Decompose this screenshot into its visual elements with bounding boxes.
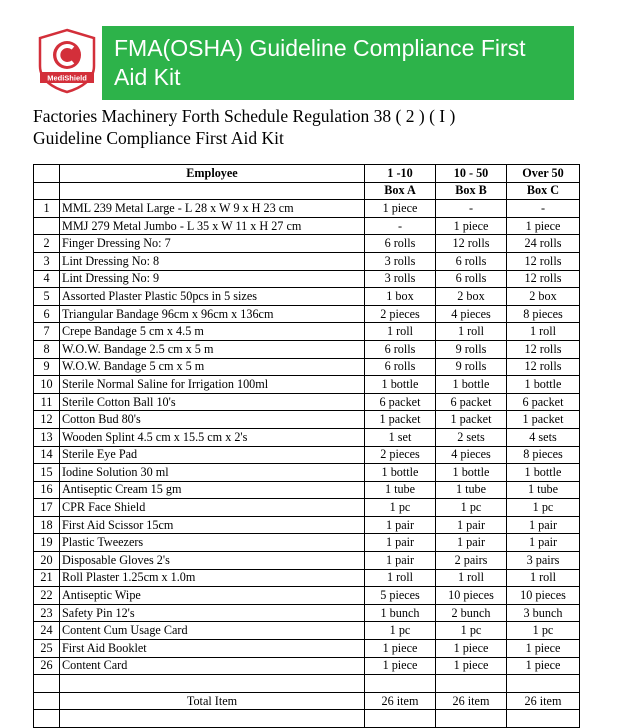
table-row bbox=[34, 323, 580, 341]
table-row bbox=[34, 446, 580, 464]
box-a-qty: 1 piece bbox=[365, 657, 436, 675]
box-a-qty: 1 pc bbox=[365, 622, 436, 640]
table-row bbox=[34, 499, 580, 517]
row-number: 22 bbox=[34, 587, 60, 605]
item-name: Sterile Eye Pad bbox=[60, 446, 365, 464]
box-a-header: Box A bbox=[365, 182, 436, 200]
item-name: Crepe Bandage 5 cm x 4.5 m bbox=[60, 323, 365, 341]
box-b-qty: 6 packet bbox=[436, 393, 507, 411]
item-name: Triangular Bandage 96cm x 96cm x 136cm bbox=[60, 305, 365, 323]
table-row bbox=[34, 217, 580, 235]
item-name: First Aid Scissor 15cm bbox=[60, 516, 365, 534]
box-b-qty: 2 box bbox=[436, 288, 507, 306]
subtitle-line-2: Guideline Compliance First Aid Kit bbox=[33, 128, 284, 148]
col-b-header: 10 - 50 bbox=[436, 165, 507, 183]
item-name: W.O.W. Bandage 5 cm x 5 m bbox=[60, 358, 365, 376]
box-b-qty: 1 pair bbox=[436, 516, 507, 534]
col-c-header: Over 50 bbox=[507, 165, 580, 183]
title-line-1: FMA(OSHA) Guideline Compliance First bbox=[114, 35, 526, 61]
box-c-qty: 1 roll bbox=[507, 323, 580, 341]
row-number: 20 bbox=[34, 552, 60, 570]
box-a-qty: 3 rolls bbox=[365, 252, 436, 270]
box-c-qty: 12 rolls bbox=[507, 252, 580, 270]
row-number: 11 bbox=[34, 393, 60, 411]
box-a-qty: 6 rolls bbox=[365, 358, 436, 376]
row-number: 1 bbox=[34, 200, 60, 218]
box-b-qty: 1 piece bbox=[436, 217, 507, 235]
row-number bbox=[34, 217, 60, 235]
row-number: 7 bbox=[34, 323, 60, 341]
box-b-qty: 1 roll bbox=[436, 569, 507, 587]
table-row bbox=[34, 552, 580, 570]
item-name: CPR Face Shield bbox=[60, 499, 365, 517]
blank-row-end bbox=[34, 710, 580, 728]
row-number: 24 bbox=[34, 622, 60, 640]
row-number: 13 bbox=[34, 428, 60, 446]
item-name: Content Card bbox=[60, 657, 365, 675]
row-number: 17 bbox=[34, 499, 60, 517]
box-b-qty: 1 pair bbox=[436, 534, 507, 552]
logo-text: MediShield bbox=[47, 73, 87, 83]
item-name: Sterile Cotton Ball 10's bbox=[60, 393, 365, 411]
box-a-qty: 1 piece bbox=[365, 200, 436, 218]
header-row-1 bbox=[34, 165, 580, 183]
box-b-qty: 10 pieces bbox=[436, 587, 507, 605]
medishield-logo bbox=[36, 28, 98, 94]
box-b-qty: 9 rolls bbox=[436, 340, 507, 358]
table-row bbox=[34, 516, 580, 534]
box-c-qty: 1 piece bbox=[507, 217, 580, 235]
table-row bbox=[34, 604, 580, 622]
table-row bbox=[34, 288, 580, 306]
item-name: MML 239 Metal Large - L 28 x W 9 x H 23 cm bbox=[60, 200, 365, 218]
row-number: 2 bbox=[34, 235, 60, 253]
box-c-qty: 3 bunch bbox=[507, 604, 580, 622]
box-c-qty: 1 pair bbox=[507, 534, 580, 552]
table-row bbox=[34, 252, 580, 270]
table-row bbox=[34, 640, 580, 658]
box-a-qty: 1 pc bbox=[365, 499, 436, 517]
box-c-qty: 1 pair bbox=[507, 516, 580, 534]
item-name: Lint Dressing No: 9 bbox=[60, 270, 365, 288]
title-banner bbox=[102, 26, 574, 100]
box-a-qty: 1 packet bbox=[365, 411, 436, 429]
box-c-qty: 1 roll bbox=[507, 569, 580, 587]
col-a-header: 1 -10 bbox=[365, 165, 436, 183]
box-c-qty: 8 pieces bbox=[507, 305, 580, 323]
table-row bbox=[34, 587, 580, 605]
box-a-qty: 6 packet bbox=[365, 393, 436, 411]
header bbox=[34, 22, 574, 100]
item-name: Assorted Plaster Plastic 50pcs in 5 sizes bbox=[60, 288, 365, 306]
box-c-qty: 1 bottle bbox=[507, 376, 580, 394]
table-row bbox=[34, 270, 580, 288]
box-a-qty: 1 pair bbox=[365, 552, 436, 570]
box-a-qty: 1 roll bbox=[365, 323, 436, 341]
table-row bbox=[34, 569, 580, 587]
row-number: 5 bbox=[34, 288, 60, 306]
box-a-qty: 1 piece bbox=[365, 640, 436, 658]
box-c-qty: 3 pairs bbox=[507, 552, 580, 570]
box-b-qty: 1 bottle bbox=[436, 376, 507, 394]
row-number: 8 bbox=[34, 340, 60, 358]
item-name: Sterile Normal Saline for Irrigation 100ml bbox=[60, 376, 365, 394]
subtitle-line-1: Factories Machinery Forth Schedule Regulation 38 ( 2 ) ( I ) bbox=[33, 106, 456, 126]
title-line-2: Aid Kit bbox=[114, 64, 181, 90]
box-b-qty: 12 rolls bbox=[436, 235, 507, 253]
row-number: 19 bbox=[34, 534, 60, 552]
box-c-qty: 1 bottle bbox=[507, 464, 580, 482]
item-name: W.O.W. Bandage 2.5 cm x 5 m bbox=[60, 340, 365, 358]
table-row bbox=[34, 428, 580, 446]
item-name: Content Cum Usage Card bbox=[60, 622, 365, 640]
box-b-qty: 1 pc bbox=[436, 622, 507, 640]
box-c-qty: 1 pc bbox=[507, 622, 580, 640]
box-b-header: Box B bbox=[436, 182, 507, 200]
box-a-qty: 1 bottle bbox=[365, 376, 436, 394]
item-name: Wooden Splint 4.5 cm x 15.5 cm x 2's bbox=[60, 428, 365, 446]
box-b-qty: - bbox=[436, 200, 507, 218]
total-b: 26 item bbox=[436, 692, 507, 710]
row-number: 12 bbox=[34, 411, 60, 429]
box-b-qty: 6 rolls bbox=[436, 252, 507, 270]
table-row bbox=[34, 200, 580, 218]
box-b-qty: 1 piece bbox=[436, 657, 507, 675]
table-row bbox=[34, 657, 580, 675]
employee-header: Employee bbox=[60, 165, 365, 183]
box-a-qty: 1 pair bbox=[365, 534, 436, 552]
row-number: 15 bbox=[34, 464, 60, 482]
box-b-qty: 9 rolls bbox=[436, 358, 507, 376]
table-row bbox=[34, 305, 580, 323]
row-number: 25 bbox=[34, 640, 60, 658]
item-name: Safety Pin 12's bbox=[60, 604, 365, 622]
table-row bbox=[34, 411, 580, 429]
box-a-qty: 6 rolls bbox=[365, 235, 436, 253]
box-a-qty: 2 pieces bbox=[365, 305, 436, 323]
box-c-qty: 1 packet bbox=[507, 411, 580, 429]
box-b-qty: 2 sets bbox=[436, 428, 507, 446]
table-row bbox=[34, 481, 580, 499]
box-a-qty: 1 bottle bbox=[365, 464, 436, 482]
box-c-qty: 8 pieces bbox=[507, 446, 580, 464]
box-c-qty: 1 pc bbox=[507, 499, 580, 517]
row-number: 14 bbox=[34, 446, 60, 464]
box-c-qty: 2 box bbox=[507, 288, 580, 306]
item-name: Lint Dressing No: 8 bbox=[60, 252, 365, 270]
item-name: Cotton Bud 80's bbox=[60, 411, 365, 429]
row-number: 18 bbox=[34, 516, 60, 534]
table-row bbox=[34, 235, 580, 253]
blank-row bbox=[34, 675, 580, 693]
box-b-qty: 2 bunch bbox=[436, 604, 507, 622]
box-a-qty: 1 bunch bbox=[365, 604, 436, 622]
box-c-qty: 12 rolls bbox=[507, 358, 580, 376]
box-b-qty: 6 rolls bbox=[436, 270, 507, 288]
box-a-qty: 1 tube bbox=[365, 481, 436, 499]
header-row-2 bbox=[34, 182, 580, 200]
box-b-qty: 1 bottle bbox=[436, 464, 507, 482]
item-name: First Aid Booklet bbox=[60, 640, 365, 658]
row-number: 4 bbox=[34, 270, 60, 288]
item-name: Iodine Solution 30 ml bbox=[60, 464, 365, 482]
table-row bbox=[34, 376, 580, 394]
table-row bbox=[34, 393, 580, 411]
box-a-qty: 1 pair bbox=[365, 516, 436, 534]
box-b-qty: 1 tube bbox=[436, 481, 507, 499]
row-number: 23 bbox=[34, 604, 60, 622]
table-row bbox=[34, 340, 580, 358]
table-row bbox=[34, 534, 580, 552]
box-c-qty: 12 rolls bbox=[507, 340, 580, 358]
total-row bbox=[34, 692, 580, 710]
table-row bbox=[34, 358, 580, 376]
item-name: Plastic Tweezers bbox=[60, 534, 365, 552]
box-a-qty: 1 box bbox=[365, 288, 436, 306]
box-c-qty: - bbox=[507, 200, 580, 218]
first-aid-kit-table bbox=[33, 164, 580, 728]
item-name: Disposable Gloves 2's bbox=[60, 552, 365, 570]
box-a-qty: 1 roll bbox=[365, 569, 436, 587]
box-c-qty: 4 sets bbox=[507, 428, 580, 446]
box-a-qty: 5 pieces bbox=[365, 587, 436, 605]
row-number: 21 bbox=[34, 569, 60, 587]
table-row bbox=[34, 622, 580, 640]
row-number: 3 bbox=[34, 252, 60, 270]
box-c-header: Box C bbox=[507, 182, 580, 200]
box-c-qty: 10 pieces bbox=[507, 587, 580, 605]
item-name: Antiseptic Wipe bbox=[60, 587, 365, 605]
box-b-qty: 1 piece bbox=[436, 640, 507, 658]
total-a: 26 item bbox=[365, 692, 436, 710]
table-row bbox=[34, 464, 580, 482]
row-number: 16 bbox=[34, 481, 60, 499]
box-a-qty: 1 set bbox=[365, 428, 436, 446]
row-number: 26 bbox=[34, 657, 60, 675]
item-name: Antiseptic Cream 15 gm bbox=[60, 481, 365, 499]
item-name: Finger Dressing No: 7 bbox=[60, 235, 365, 253]
box-a-qty: 3 rolls bbox=[365, 270, 436, 288]
box-c-qty: 1 piece bbox=[507, 657, 580, 675]
box-a-qty: - bbox=[365, 217, 436, 235]
box-a-qty: 6 rolls bbox=[365, 340, 436, 358]
row-number: 9 bbox=[34, 358, 60, 376]
box-b-qty: 4 pieces bbox=[436, 305, 507, 323]
box-c-qty: 1 tube bbox=[507, 481, 580, 499]
item-name: Roll Plaster 1.25cm x 1.0m bbox=[60, 569, 365, 587]
item-name: MMJ 279 Metal Jumbo - L 35 x W 11 x H 27 cm bbox=[60, 217, 365, 235]
box-b-qty: 2 pairs bbox=[436, 552, 507, 570]
row-number: 10 bbox=[34, 376, 60, 394]
box-b-qty: 4 pieces bbox=[436, 446, 507, 464]
total-c: 26 item bbox=[507, 692, 580, 710]
box-b-qty: 1 packet bbox=[436, 411, 507, 429]
box-b-qty: 1 roll bbox=[436, 323, 507, 341]
total-label: Total Item bbox=[60, 692, 365, 710]
box-c-qty: 6 packet bbox=[507, 393, 580, 411]
box-a-qty: 2 pieces bbox=[365, 446, 436, 464]
row-number: 6 bbox=[34, 305, 60, 323]
box-c-qty: 24 rolls bbox=[507, 235, 580, 253]
box-c-qty: 1 piece bbox=[507, 640, 580, 658]
box-c-qty: 12 rolls bbox=[507, 270, 580, 288]
box-b-qty: 1 pc bbox=[436, 499, 507, 517]
